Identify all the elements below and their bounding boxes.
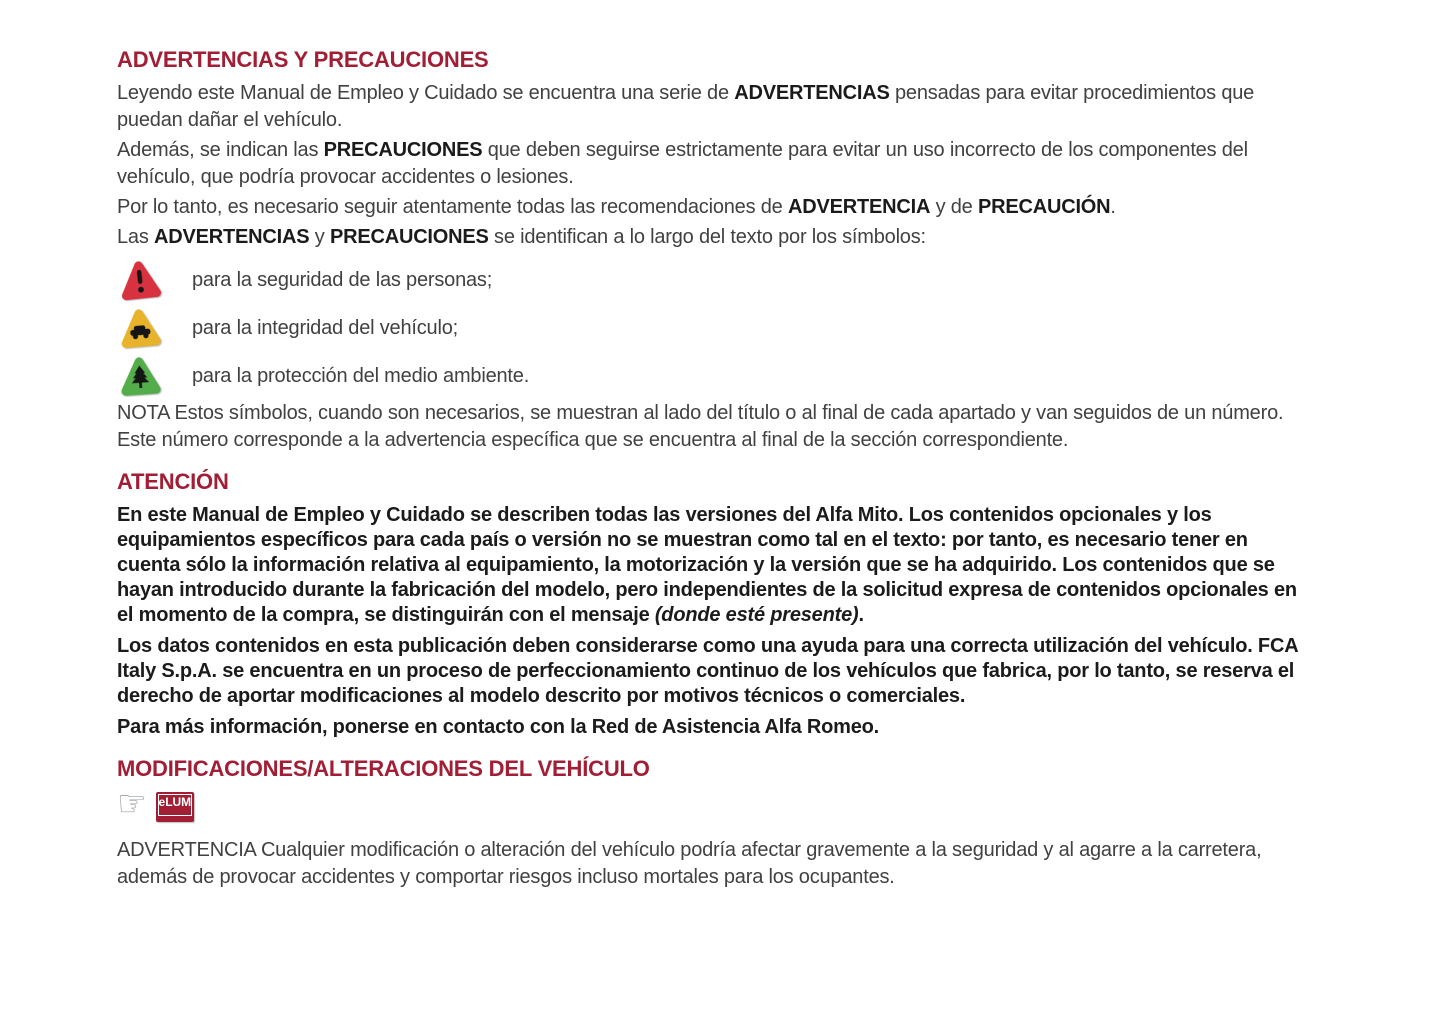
atencion-paragraph-3: Para más información, ponerse en contacto con la Red de Asistencia Alfa Romeo.: [117, 716, 880, 738]
symbol-row-environment: [117, 352, 1307, 400]
danger-triangle-red-icon: [117, 256, 163, 304]
nota-paragraph: NOTA Estos símbolos, cuando son necesarios, se muestran al lado del título o al final de cada apartado y van seguidos de un número. Este número corresponde a la advertencia específica que se encuentra al final de la sección correspondiente.: [117, 402, 1284, 451]
symbol-legend: [117, 256, 1307, 400]
elum-book-icon: [156, 792, 194, 822]
page-title: ADVERTENCIAS Y PRECAUCIONES: [117, 47, 489, 72]
modification-warning-paragraph: ADVERTENCIA Cualquier modificación o alteración del vehículo podría afectar gravemente a la seguridad y al agarre a la carretera, además de provocar accidentes y comportar riesgos incluso mortales para los ocupantes.: [117, 839, 1262, 888]
elum-label: eLUM: [158, 795, 192, 809]
atencion-paragraph-1: En este Manual de Empleo y Cuidado se describen todas las versiones del Alfa Mito. Los contenidos opcionales y los equipamientos específicos para cada país o versión no se muestran como tal en el texto: por tanto, es necesario tener en cuenta sólo la información relativa al equipamiento, la motorización y la versión que se ha adquirido. Los contenidos que se hayan introducido durante la fabricación del modelo, pero independientes de la solicitud expresa de contenidos opcionales en el momento de la compra, se distinguirán con el mensaje (donde esté presente).: [117, 504, 1297, 626]
intro-paragraph-1: Leyendo este Manual de Empleo y Cuidado se encuentra una serie de ADVERTENCIAS pensadas para evitar procedimientos que puedan dañar el vehículo.: [117, 82, 1255, 131]
intro-paragraph-2: Además, se indican las PRECAUCIONES que deben seguirse estrictamente para evitar un uso incorrecto de los componentes del vehículo, que podría provocar accidentes o lesiones.: [117, 139, 1248, 188]
symbol-label-environment: para la protección del medio ambiente.: [192, 364, 530, 387]
intro-paragraph-4: Las ADVERTENCIAS y PRECAUCIONES se identifican a lo largo del texto por los símbolos:: [117, 226, 926, 248]
symbol-label-vehicle: para la integridad del vehículo;: [192, 316, 459, 339]
modifications-heading: MODIFICACIONES/ALTERACIONES DEL VEHÍCULO: [117, 756, 650, 781]
atencion-heading: ATENCIÓN: [117, 469, 229, 494]
symbol-row-vehicle: [117, 304, 1307, 352]
symbol-label-safety: para la seguridad de las personas;: [192, 268, 493, 291]
symbol-row-safety: [117, 256, 1307, 304]
reference-icons: [117, 782, 1307, 825]
vehicle-triangle-yellow-icon: [117, 304, 163, 352]
environment-triangle-green-icon: [117, 352, 163, 400]
pointing-hand-icon: ☞: [117, 782, 147, 825]
intro-paragraph-3: Por lo tanto, es necesario seguir atentamente todas las recomendaciones de ADVERTENCIA y de PRECAUCIÓN.: [117, 196, 1116, 218]
atencion-paragraph-2: Los datos contenidos en esta publicación deben considerarse como una ayuda para una correcta utilización del vehículo. FCA Italy S.p.A. se encuentra en un proceso de perfeccionamiento continuo de los vehículos que fabrica, por lo tanto, se reserva el derecho de aportar modificaciones al modelo descrito por motivos técnicos o comerciales.: [117, 635, 1298, 707]
